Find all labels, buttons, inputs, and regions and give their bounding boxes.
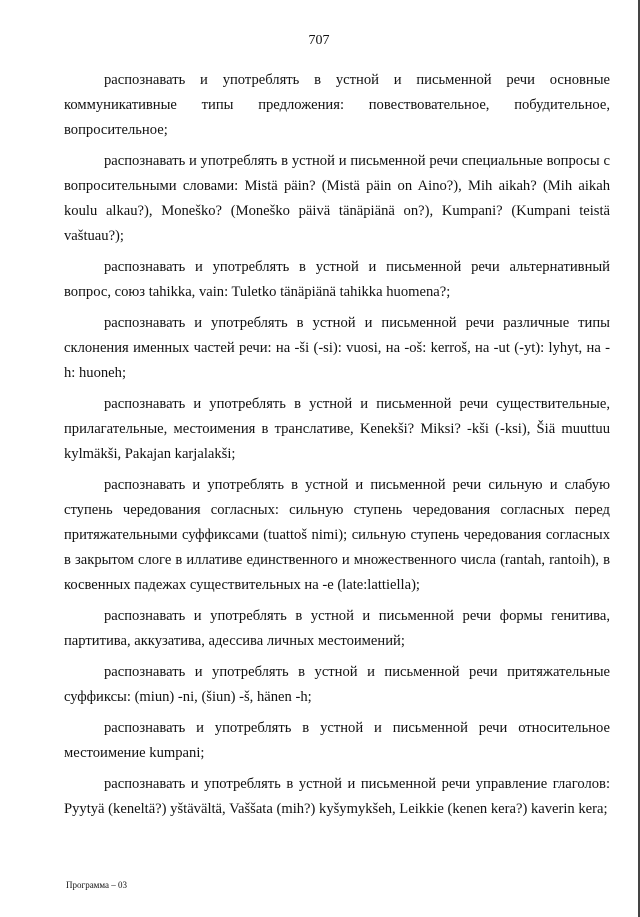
paragraph: распознавать и употреблять в устной и письменной речи притяжательные суффиксы: (miun) -ni, (šiun) -š, hänen -h; (64, 664, 610, 705)
paragraph: распознавать и употреблять в устной и письменной речи существительные, прилагательные, местоимения в транслативе, Kenekši? Miksi? -kši (-ksi), Šiä muuttuu kylmäkši, Pakajan karjalakši; (64, 396, 610, 462)
page-footer: Программа – 03 (66, 880, 128, 890)
paragraph: распознавать и употреблять в устной и письменной речи относительное местоимение kumpani; (64, 720, 610, 761)
page-body (64, 68, 610, 828)
paragraph: распознавать и употреблять в устной и письменной речи основные коммуникативные типы предложения: повествовательное, побудительное, вопросительное; (64, 72, 610, 138)
paragraph: распознавать и употреблять в устной и письменной речи сильную и слабую ступень чередования согласных: сильную ступень чередования согласных перед притяжательными суффиксами (tuattoš nimi); сильную ступень чередования согласных в закрытом слоге в иллативе единственного и множественного числа (rantah, rantoih), в косвенных падежах существительных на -e (late:lattiella); (64, 477, 610, 593)
paragraph: распознавать и употреблять в устной и письменной речи специальные вопросы с вопросительными словами: Mistä päin? (Mistä päin on Aino?), Mih aikah? (Mih aikah koulu alkau?), Moneško? (Moneško päivä tänäpiänä on?), Kumpani? (Kumpani teistä vaštuau?); (64, 153, 610, 244)
page-number: 707 (308, 33, 330, 48)
paragraph: распознавать и употреблять в устной и письменной речи формы генитива, партитива, аккузатива, адессива личных местоимений; (64, 608, 610, 649)
paragraph: распознавать и употреблять в устной и письменной речи различные типы склонения именных частей речи: на -ši (-si): vuosi, на -oš: kerroš, на -ut (-yt): lyhyt, на -h: huoneh; (64, 315, 610, 381)
paragraph: распознавать и употреблять в устной и письменной речи управление глаголов: Pyytyä (keneltä?) yštävältä, Vaššata (mih?) kyšymykšeh, Leikkie (kenen kera?) kaverin kera; (64, 776, 610, 817)
paragraph: распознавать и употреблять в устной и письменной речи альтернативный вопрос, союз tahikka, vain: Tuletko tänäpiänä tahikka huomena?; (64, 259, 610, 300)
